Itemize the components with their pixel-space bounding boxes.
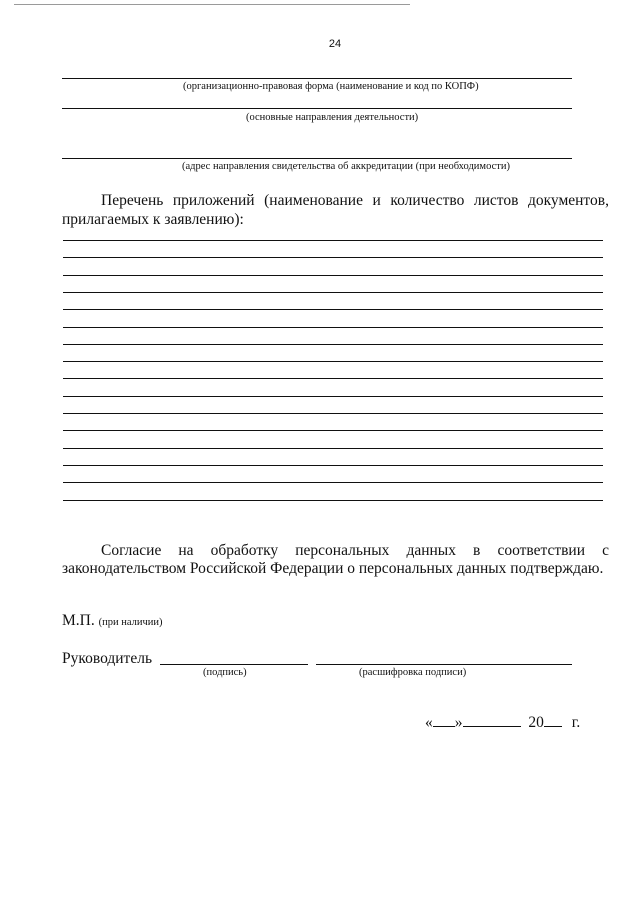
- attachments-word: Перечень: [101, 192, 164, 209]
- attachments-heading-line-2: прилагаемых к заявлению):: [62, 211, 244, 228]
- attachments-word: листов: [473, 192, 519, 209]
- address-field-line[interactable]: [62, 158, 572, 159]
- consent-line-1: [101, 542, 609, 560]
- attachment-blank-line[interactable]: [63, 396, 603, 397]
- seal-note: (при наличии): [98, 617, 163, 628]
- date-close-quote: »: [454, 714, 463, 731]
- activities-field-line[interactable]: [62, 108, 572, 109]
- attachment-blank-line[interactable]: [63, 448, 603, 449]
- seal-label: [62, 612, 162, 630]
- org-form-hint: (организационно-правовая форма (наименование и код по КОПФ): [183, 81, 479, 92]
- attachments-word: (наименование: [264, 192, 363, 209]
- address-hint: (адрес направления свидетельства об аккредитации (при необходимости): [182, 161, 510, 172]
- name-decoding-hint: (расшифровка подписи): [359, 667, 467, 678]
- consent-word: персональных: [295, 542, 390, 559]
- signature-line[interactable]: [160, 664, 308, 665]
- attachments-heading-line-1: [101, 192, 609, 210]
- consent-word: соответствии: [497, 542, 586, 559]
- date-year-blank[interactable]: [544, 712, 562, 727]
- attachment-blank-line[interactable]: [63, 500, 603, 501]
- date-day-blank[interactable]: [433, 712, 455, 727]
- date-line: [425, 712, 580, 732]
- name-decoding-line[interactable]: [316, 664, 572, 665]
- scan-edge-line: [14, 4, 410, 5]
- activities-hint: (основные направления деятельности): [246, 112, 419, 123]
- consent-word: с: [602, 542, 609, 559]
- seal-mark: М.П.: [62, 612, 95, 629]
- date-month-blank[interactable]: [463, 712, 521, 727]
- attachment-blank-line[interactable]: [63, 465, 603, 466]
- attachments-word: и: [372, 192, 381, 209]
- attachment-blank-line[interactable]: [63, 344, 603, 345]
- org-form-field-line[interactable]: [62, 78, 572, 79]
- consent-line-2: законодательством Российской Федерации о персональных данных подтверждаю.: [62, 560, 604, 577]
- director-label: Руководитель: [62, 650, 153, 667]
- attachments-word: приложений: [172, 192, 255, 209]
- consent-word: на: [178, 542, 194, 559]
- attachment-blank-line[interactable]: [63, 240, 603, 241]
- date-open-quote: «: [425, 714, 433, 731]
- attachment-blank-line[interactable]: [63, 327, 603, 328]
- attachment-blank-line[interactable]: [63, 309, 603, 310]
- attachment-blank-line[interactable]: [63, 482, 603, 483]
- attachment-blank-line[interactable]: [63, 275, 603, 276]
- signature-hint: (подпись): [203, 667, 247, 678]
- date-year-suffix: г.: [571, 714, 581, 731]
- attachment-blank-line[interactable]: [63, 257, 603, 258]
- attachment-blank-line[interactable]: [63, 378, 603, 379]
- attachment-blank-line[interactable]: [63, 361, 603, 362]
- attachment-blank-line[interactable]: [63, 413, 603, 414]
- consent-word: данных: [406, 542, 456, 559]
- consent-word: обработку: [210, 542, 279, 559]
- attachments-word: количество: [390, 192, 465, 209]
- consent-word: Согласие: [101, 542, 162, 559]
- attachment-blank-line[interactable]: [63, 430, 603, 431]
- attachments-word: документов,: [527, 192, 609, 209]
- consent-word: в: [473, 542, 481, 559]
- attachment-blank-line[interactable]: [63, 292, 603, 293]
- page-number: 24: [328, 38, 342, 50]
- date-year-prefix: 20: [528, 714, 544, 731]
